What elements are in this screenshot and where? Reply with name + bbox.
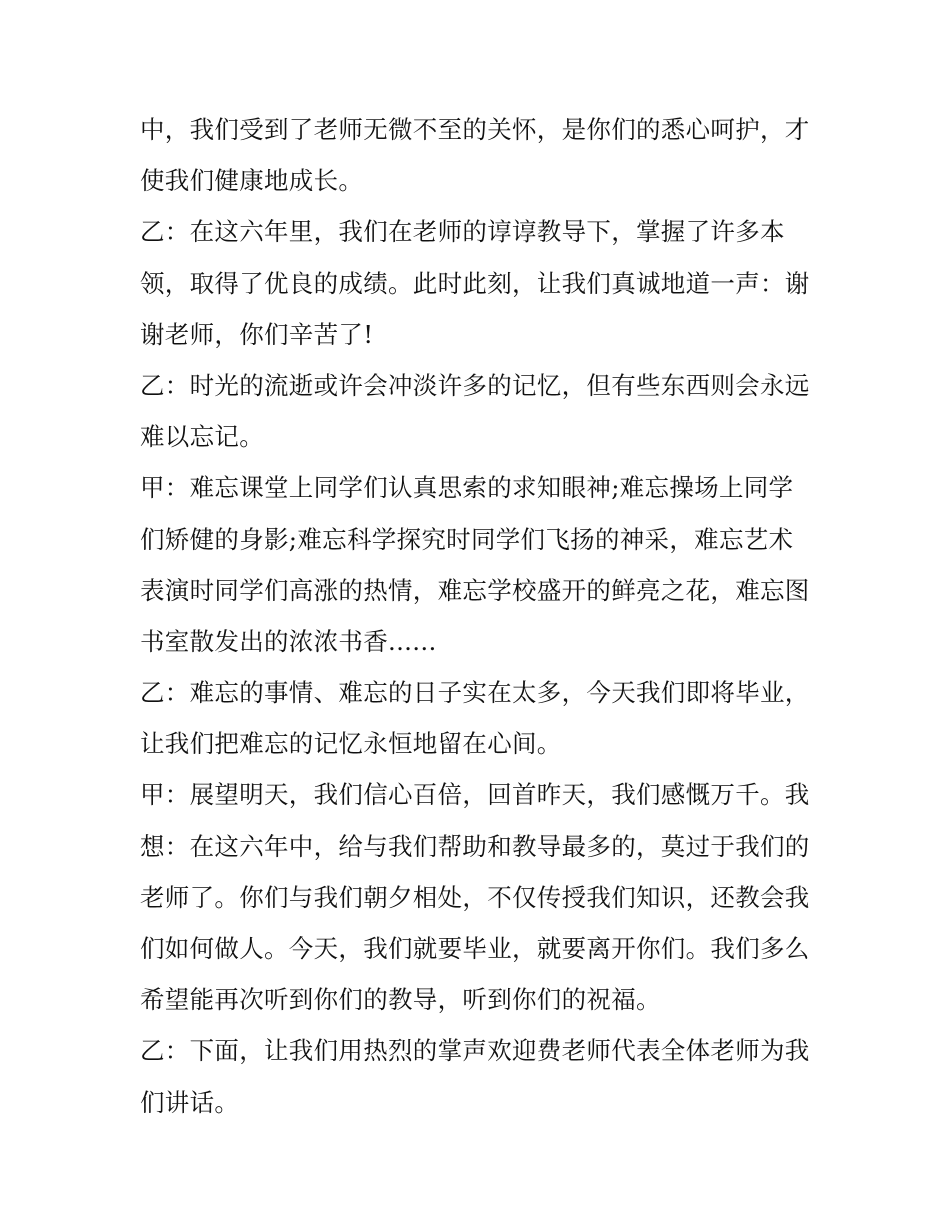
text-line: 乙：下面，让我们用热烈的掌声欢迎费老师代表全体老师为我: [140, 1036, 810, 1066]
text-line: 们讲话。: [140, 1087, 240, 1117]
text-line: 甲：展望明天，我们信心百倍，回首昨天，我们感慨万千。我: [140, 780, 810, 810]
text-line: 乙：在这六年里，我们在老师的谆谆教导下，掌握了许多本: [140, 217, 785, 247]
document-body: [140, 104, 820, 1128]
text-line: 们如何做人。今天，我们就要毕业，就要离开你们。我们多么: [140, 934, 810, 963]
text-line: 难以忘记。: [140, 422, 264, 452]
text-line: 书室散发出的浓浓书香......: [140, 626, 437, 656]
text-line: 表演时同学们高涨的热情，难忘学校盛开的鲜亮之花，难忘图: [140, 575, 810, 605]
text-line: 想：在这六年中，给与我们帮助和教导最多的，莫过于我们的: [140, 831, 810, 861]
text-line: 希望能再次听到你们的教导，听到你们的祝福。: [140, 985, 661, 1015]
text-line: 乙：时光的流逝或许会冲淡许多的记忆，但有些东西则会永远: [140, 370, 810, 400]
text-line: 中，我们受到了老师无微不至的关怀，是你们的悉心呵护，才: [140, 115, 810, 144]
text-line: 们矫健的身影;难忘科学探究时同学们飞扬的神采，难忘艺术: [140, 524, 794, 554]
text-line: 老师了。你们与我们朝夕相处，不仅传授我们知识，还教会我: [140, 882, 810, 912]
text-line: 甲：难忘课堂上同学们认真思索的求知眼神;难忘操场上同学: [140, 473, 794, 503]
text-line: 乙：难忘的事情、难忘的日子实在太多，今天我们即将毕业，: [140, 678, 810, 708]
text-line: 谢老师，你们辛苦了!: [140, 319, 374, 349]
text-line: 使我们健康地成长。: [140, 166, 364, 196]
text-line: 让我们把难忘的记忆永恒地留在心间。: [140, 729, 562, 759]
text-line: 领，取得了优良的成绩。此时此刻，让我们真诚地道一声：谢: [140, 268, 810, 298]
